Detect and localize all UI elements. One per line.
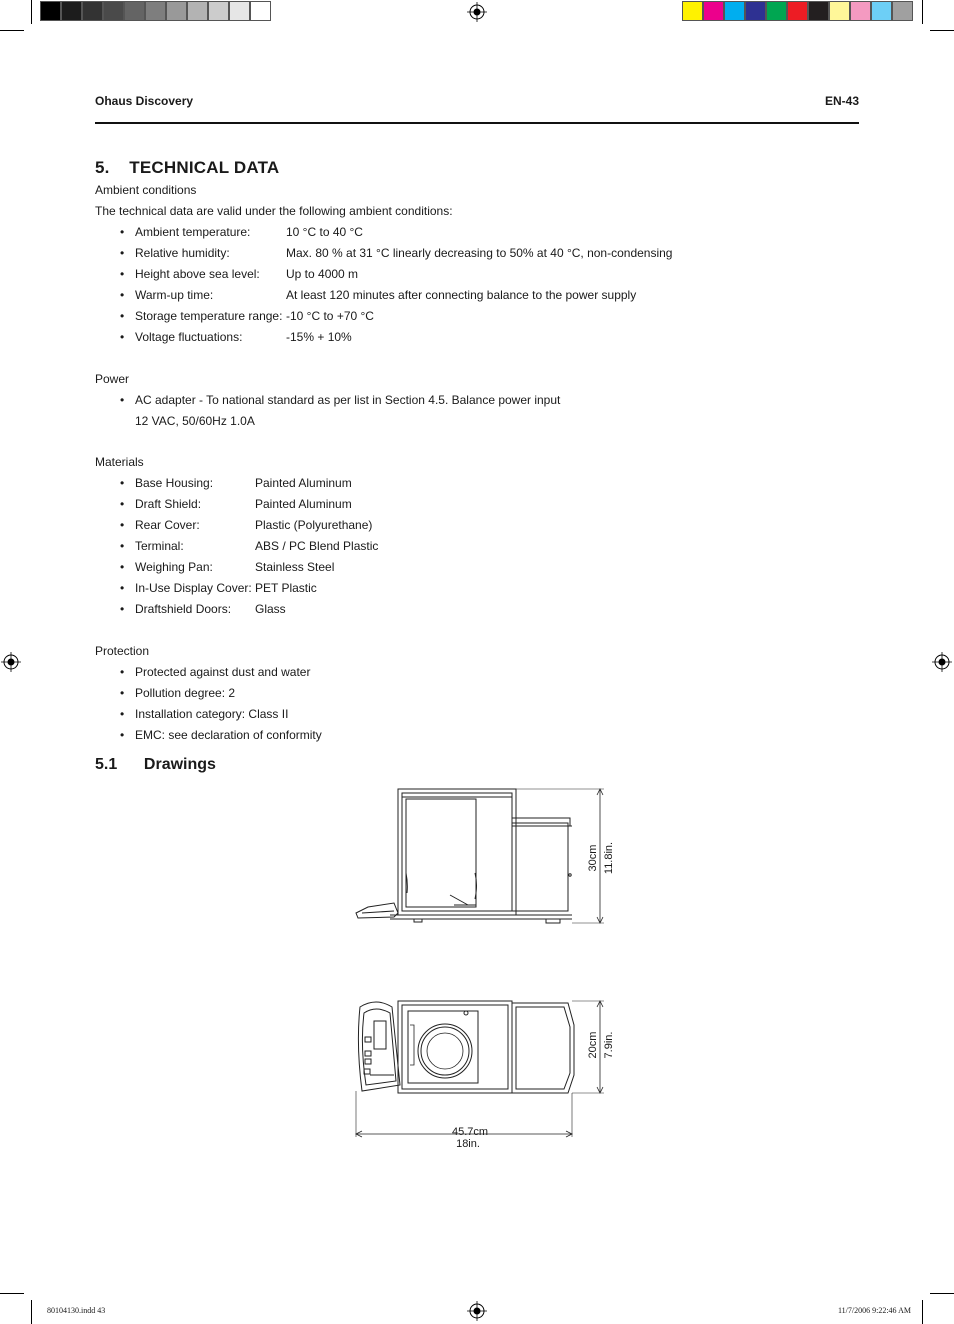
material-label: • Draftshield Doors: (135, 602, 231, 616)
crop-mark (0, 30, 24, 31)
material-label: • Weighing Pan: (135, 560, 213, 574)
color-swatch (124, 1, 145, 21)
material-label: • In-Use Display Cover: (135, 581, 252, 595)
crop-mark (31, 0, 32, 24)
color-swatch (892, 1, 913, 21)
drawings-title: 5.1 Drawings (95, 756, 216, 773)
width-cm-label: 45.7cm (451, 1126, 489, 1138)
color-swatch (145, 1, 166, 21)
footer-file-slug: 80104130.indd 43 (47, 1306, 106, 1315)
ambient-label: • Storage temperature range: (135, 309, 282, 323)
width-in-label: 18in. (456, 1138, 480, 1150)
crop-mark (31, 1300, 32, 1324)
color-swatch (850, 1, 871, 21)
ambient-intro: The technical data are valid under the following ambient conditions: (95, 204, 453, 218)
power-line: • AC adapter - To national standard as per list in Section 4.5. Balance power input (135, 393, 560, 407)
material-label: • Rear Cover: (135, 518, 200, 532)
protection-item: • Protected against dust and water (135, 665, 310, 679)
protection-item: • EMC: see declaration of conformity (135, 728, 322, 742)
running-header-title: Ohaus Discovery (95, 94, 194, 108)
crop-mark (922, 0, 923, 24)
ambient-value: 10 °C to 40 °C (286, 225, 363, 239)
registration-mark-icon (467, 1301, 487, 1321)
color-swatch (166, 1, 187, 21)
material-label: • Base Housing: (135, 476, 213, 490)
power-line: 12 VAC, 50/60Hz 1.0A (135, 414, 255, 428)
protection-heading: Protection (95, 644, 150, 658)
footer-timestamp: 11/7/2006 9:22:46 AM (837, 1306, 911, 1315)
protection-item: • Pollution degree: 2 (135, 686, 235, 700)
registration-mark-icon (1, 652, 21, 672)
material-label: • Terminal: (135, 539, 184, 553)
header-rule (95, 122, 859, 124)
page-number: EN-43 (824, 94, 859, 108)
color-swatch (82, 1, 103, 21)
protection-item: • Installation category: Class II (135, 707, 288, 721)
registration-mark-icon (932, 652, 952, 672)
ambient-label: • Relative humidity: (135, 246, 230, 260)
material-value: Painted Aluminum (255, 497, 352, 511)
material-value: ABS / PC Blend Plastic (255, 539, 379, 553)
color-swatch (682, 1, 703, 21)
material-value: Plastic (Polyurethane) (255, 518, 373, 532)
color-swatch (703, 1, 724, 21)
ambient-label: • Height above sea level: (135, 267, 260, 281)
material-value: PET Plastic (255, 581, 317, 595)
height-cm-label: 30cm (587, 844, 599, 872)
color-swatch (724, 1, 745, 21)
registration-mark-icon (467, 2, 487, 22)
color-swatch (787, 1, 808, 21)
material-value: Glass (255, 602, 286, 616)
color-swatch (766, 1, 787, 21)
color-swatch (187, 1, 208, 21)
ambient-value: At least 120 minutes after connecting balance to the power supply (286, 288, 637, 302)
ambient-value: -15% + 10% (286, 330, 352, 344)
color-swatch (808, 1, 829, 21)
color-swatch (829, 1, 850, 21)
color-swatch (871, 1, 892, 21)
color-swatch (61, 1, 82, 21)
color-swatch (103, 1, 124, 21)
height-in-label: 11.8in. (603, 841, 615, 875)
material-value: Stainless Steel (255, 560, 335, 574)
color-swatch (250, 1, 271, 21)
ambient-value: Max. 80 % at 31 °C linearly decreasing to 50% at 40 °C, non-condensing (286, 246, 673, 260)
ambient-label: • Voltage fluctuations: (135, 330, 242, 344)
material-value: Painted Aluminum (255, 476, 352, 490)
crop-mark (0, 1293, 24, 1294)
ambient-label: • Warm-up time: (135, 288, 213, 302)
ambient-value: Up to 4000 m (286, 267, 359, 281)
depth-in-label: 7.9in. (603, 1031, 615, 1059)
section-title: 5. TECHNICAL DATA (95, 158, 280, 177)
crop-mark (922, 1300, 923, 1324)
color-swatch (40, 1, 61, 21)
depth-cm-label: 20cm (587, 1031, 599, 1059)
material-label: • Draft Shield: (135, 497, 201, 511)
materials-heading: Materials (95, 455, 144, 469)
balance-top-view-drawing (350, 995, 630, 1140)
ambient-heading: Ambient conditions (95, 183, 197, 197)
crop-mark (930, 30, 954, 31)
ambient-label: • Ambient temperature: (135, 225, 250, 239)
color-swatch (745, 1, 766, 21)
color-swatch (229, 1, 250, 21)
ambient-value: -10 °C to +70 °C (286, 309, 374, 323)
power-heading: Power (95, 372, 130, 386)
crop-mark (930, 1293, 954, 1294)
color-swatch (208, 1, 229, 21)
